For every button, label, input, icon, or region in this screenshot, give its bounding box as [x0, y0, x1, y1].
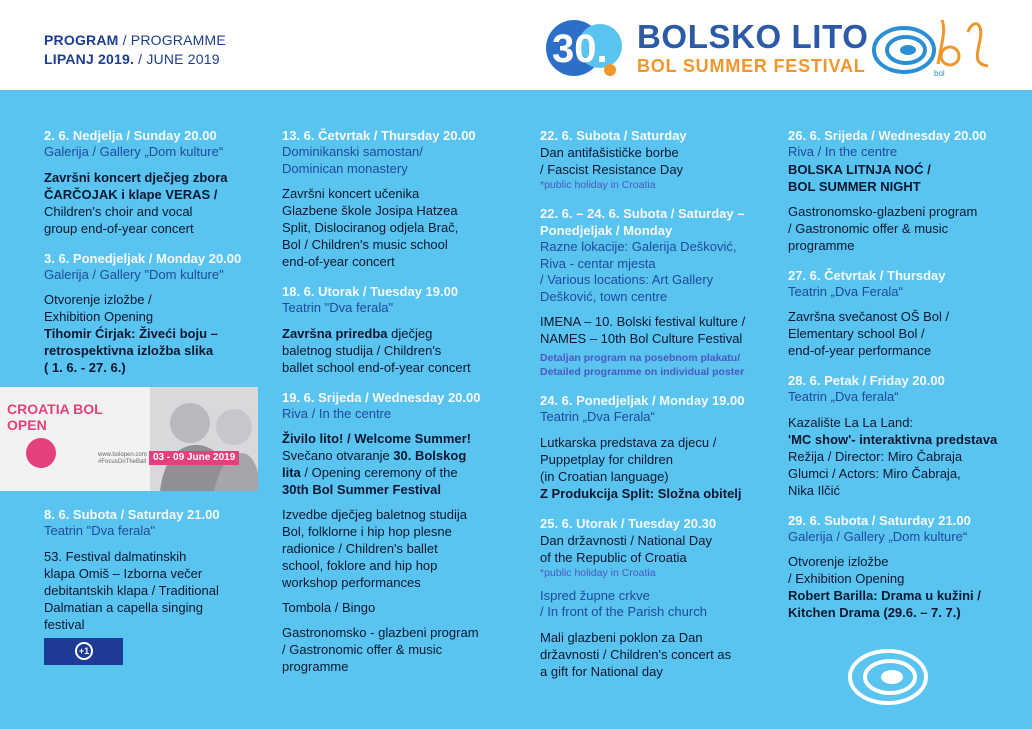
event-date: 25. 6. Utorak / Tuesday 20.30 [540, 515, 717, 531]
event-text: 53. Festival dalmatinskih [44, 548, 187, 564]
event-19-6 [282, 389, 497, 676]
event-24-6 [540, 392, 770, 502]
event-location: Galerija / Gallery "Dom kulture" [44, 266, 224, 282]
event-date: 24. 6. Ponedjeljak / Monday 19.00 [540, 393, 745, 408]
event-text: IMENA – 10. Bolski festival kulture / [540, 314, 746, 329]
ad-url: www.bolopen.com #FocusOnTheBall [98, 452, 147, 465]
event-text: ballet school end-of-year concert [282, 359, 471, 375]
event-text: festival [44, 616, 85, 632]
event-text: Glumci / Actors: Miro Čabraja, [788, 465, 961, 481]
event-text: Lutkarska predstava za djecu / [540, 434, 717, 450]
event-date: 8. 6. Subota / Saturday 21.00 [44, 507, 220, 522]
event-text: radionice / Children's ballet [282, 541, 438, 556]
event-text: Z Produkcija Split: Složna obitelj [540, 485, 742, 501]
festival-30-logo [544, 12, 626, 80]
swirl-logo-icon [846, 645, 930, 711]
event-text: Glazbene škole Josipa Hatzea [282, 203, 458, 218]
event-text: Završni koncert dječjeg zbora [44, 169, 228, 185]
event-text: BOL SUMMER NIGHT [788, 178, 921, 194]
event-text: Gastronomsko-glazbeni program [788, 203, 978, 219]
ad-title: CROATIA BOL OPEN [7, 401, 103, 433]
event-date: 29. 6. Subota / Saturday 21.00 [788, 512, 971, 528]
event-text: Dalmatian a capella singing [44, 599, 203, 615]
event-location: Teatrin "Dva ferala" [44, 523, 156, 538]
event-date: 18. 6. Utorak / Tuesday 19.00 [282, 284, 459, 299]
event-text: / Gastronomic offer & music [282, 642, 443, 657]
event-text: workshop performances [282, 575, 421, 590]
event-text: Dan antifašističke borbe [540, 145, 679, 160]
event-8-6 [44, 506, 249, 633]
event-29-6 [788, 512, 1008, 622]
event-location: Ispred župne crkve [540, 587, 650, 603]
event-date: 13. 6. Četvrtak / Thursday 20.00 [282, 128, 476, 143]
event-text: a gift for National day [540, 663, 663, 679]
event-18-6 [282, 283, 497, 376]
event-text: Završna svečanost OŠ Bol / [788, 309, 950, 324]
event-text: Elementary school Bol / [788, 326, 925, 341]
event-text: Mali glazbeni poklon za Dan [540, 629, 703, 645]
column-1-lower [44, 506, 249, 646]
event-text: Otvorenje izložbe [788, 554, 889, 569]
column-2 [282, 127, 497, 688]
event-text: ( 1. 6. - 27. 6.) [44, 360, 126, 375]
event-text: Svečano otvaranje 30. Bolskog [282, 448, 467, 463]
event-27-6 [788, 267, 1008, 360]
tennis-ball-icon [26, 438, 56, 468]
event-date: 2. 6. Nedjelja / Sunday 20.00 [44, 128, 217, 143]
brand-logo [637, 20, 869, 76]
event-text: BOLSKA LITNJA NOĆ / [788, 161, 931, 177]
event-location: Teatrin „Dva ferala“ [788, 389, 899, 404]
event-date: 28. 6. Petak / Friday 20.00 [788, 373, 945, 388]
event-text: of the Republic of Croatia [540, 549, 687, 565]
event-text: 30th Bol Summer Festival [282, 482, 441, 497]
event-22-24-6 [540, 205, 770, 379]
event-2-6 [44, 127, 249, 237]
event-text: Završna priredba dječjeg [282, 325, 433, 341]
event-text: Puppetplay for children [540, 451, 673, 467]
event-text: / Fascist Resistance Day [540, 162, 684, 177]
event-date: Ponedjeljak / Monday [540, 223, 673, 238]
event-date: 3. 6. Ponedjeljak / Monday 20.00 [44, 250, 242, 266]
event-text: group end-of-year concert [44, 220, 194, 236]
event-text: Kitchen Drama (29.6. – 7. 7.) [788, 605, 961, 620]
bol-logo [872, 12, 996, 78]
event-text: Tombola / Bingo [282, 600, 376, 615]
program-title [44, 31, 226, 69]
event-location: Galerija / Gallery „Dom kulture“ [788, 528, 968, 544]
event-22-6 [540, 127, 770, 192]
header [0, 0, 1032, 90]
event-text: Split, Dislociranog odjela Brač, [282, 220, 459, 235]
event-date: 19. 6. Srijeda / Wednesday 20.00 [282, 389, 481, 405]
event-13-6 [282, 127, 497, 270]
event-location: Dominikanski samostan/ [282, 144, 423, 159]
event-text: Završni koncert učenika [282, 186, 420, 201]
event-28-6 [788, 372, 1008, 499]
programme-note: Detailed programme on individual poster [540, 366, 745, 378]
plus-one-badge [44, 638, 123, 665]
event-location: Teatrin „Dva Ferala“ [540, 409, 655, 424]
event-text: debitantskih klapa / Traditional [44, 582, 219, 598]
event-location: Teatrin „Dva Ferala“ [788, 283, 903, 299]
event-location: Razne lokacije: Galerija Dešković, [540, 239, 737, 254]
event-date: 26. 6. Srijeda / Wednesday 20.00 [788, 128, 987, 143]
event-25-6 [540, 515, 770, 680]
event-location: Dešković, town centre [540, 288, 668, 304]
brand-subtitle: BOL SUMMER FESTIVAL [637, 56, 866, 76]
event-text: / Exhibition Opening [788, 571, 905, 586]
event-text: programme [282, 659, 349, 674]
column-3 [540, 127, 770, 693]
event-location: / Various locations: Art Gallery [540, 272, 714, 287]
event-text: end-of-year concert [282, 254, 395, 269]
column-4 [788, 127, 1008, 634]
tennis-player-image [150, 387, 258, 491]
event-text: Nika Ilčić [788, 482, 841, 498]
event-location: Riva - centar mjesta [540, 255, 656, 271]
event-text: baletnog studija / Children's [282, 342, 442, 358]
event-text: Gastronomsko - glazbeni program [282, 625, 479, 640]
event-text: (in Croatian language) [540, 468, 669, 484]
event-text: Živilo lito! / Welcome Summer! [282, 431, 472, 446]
event-text: / Gastronomic offer & music [788, 220, 949, 236]
croatia-bol-open-ad[interactable] [0, 387, 258, 491]
event-location: Galerija / Gallery „Dom kulture“ [44, 144, 224, 159]
date-label-en: / JUNE 2019 [134, 51, 220, 67]
programme-label: / PROGRAMME [118, 32, 226, 48]
event-text: Režija / Director: Miro Čabraja [788, 448, 963, 464]
event-text: end-of-year performance [788, 343, 932, 358]
event-location: Riva / In the centre [282, 405, 392, 421]
column-1 [44, 127, 249, 389]
date-label: LIPANJ 2019. [44, 51, 135, 67]
event-text: Children's choir and vocal [44, 203, 193, 219]
event-text: Robert Barilla: Drama u kužini / [788, 588, 981, 603]
event-text: 'MC show'- interaktivna predstava [788, 431, 998, 447]
event-date: 22. 6. Subota / Saturday [540, 128, 687, 143]
event-text: Tihomir Ćirjak: Živeći boju – [44, 326, 218, 341]
event-text: Dan državnosti / National Day [540, 532, 712, 548]
event-text: Exhibition Opening [44, 309, 154, 324]
event-text: Izvedbe dječjeg baletnog studija [282, 507, 468, 522]
event-26-6 [788, 127, 1008, 254]
event-text: school, foklore and hip hop [282, 558, 438, 573]
event-text: lita / Opening ceremony of the [282, 465, 458, 480]
event-text: klapa Omiš – Izborna večer [44, 565, 203, 581]
event-location: Teatrin "Dva ferala" [282, 300, 394, 315]
event-location: Riva / In the centre [788, 144, 898, 159]
event-date: 22. 6. – 24. 6. Subota / Saturday – [540, 206, 745, 221]
ad-date: 03 - 09 June 2019 [149, 451, 239, 465]
event-text: NAMES – 10th Bol Culture Festival [540, 331, 743, 346]
bol-logo-text: bol [934, 69, 945, 78]
event-text: retrospektivna izložba slika [44, 343, 214, 358]
event-date: 27. 6. Četvrtak / Thursday [788, 267, 946, 283]
logo-number: 30. [552, 27, 608, 71]
event-text: Bol, folklorne i hip hop plesne [282, 524, 452, 539]
programme-note: Detaljan program na posebnom plakatu/ [540, 352, 741, 364]
event-location: / In front of the Parish church [540, 604, 707, 619]
holiday-note: *public holiday in Croatia [540, 566, 656, 579]
event-text: Bol / Children's music school [282, 237, 448, 252]
badge-label: +1 [75, 642, 93, 660]
event-text: Otvorenje izložbe / [44, 292, 152, 307]
event-text: ČARČOJAK i klape VERAS / [44, 186, 218, 202]
event-text: državnosti / Children's concert as [540, 646, 732, 662]
event-3-6 [44, 250, 249, 377]
holiday-note: *public holiday in Croatia [540, 179, 656, 191]
program-label: PROGRAM [44, 32, 119, 48]
event-text: Kazalište La La Land: [788, 414, 914, 430]
brand-title: BOLSKO LITO [637, 18, 869, 55]
event-text: programme [788, 237, 855, 253]
event-location: Dominican monastery [282, 160, 408, 176]
